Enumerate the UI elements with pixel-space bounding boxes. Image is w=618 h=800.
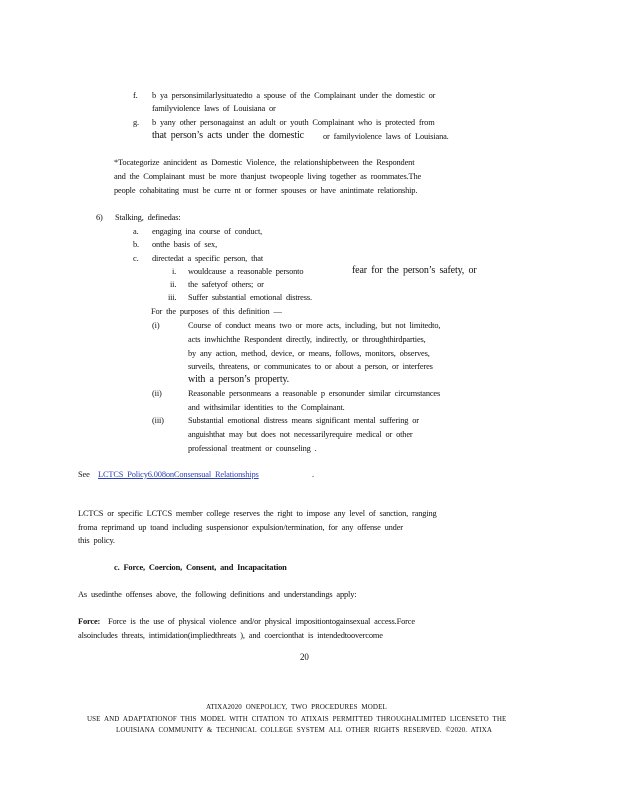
sanction-line1: LCTCS or specific LCTCS member college reserves the right to impose any level of sanction, ranging (78, 509, 437, 518)
definition-ii-line2: and withsimilar identities to the Complainant. (188, 403, 345, 412)
item-g-label: g. (133, 118, 139, 127)
definition-iii-line2: anguishthat may but does not necessarilyrequire medical or other (188, 430, 413, 439)
stalking-i-text-a: wouldcause a reasonable personto (188, 267, 304, 276)
definition-iii-line3: professional treatment or counseling . (188, 444, 317, 453)
definition-ii-label: (ii) (152, 389, 162, 398)
footer-line1: ATIXA2020 ONEPOLICY, TWO PROCEDURES MODEL (206, 703, 387, 711)
stalking-iii-text: Suffer substantial emotional distress. (188, 293, 312, 302)
definition-i-line1: Course of conduct means two or more acts, including, but not limitedto, (188, 321, 441, 330)
stalking-b-text: onthe basis of sex, (152, 240, 218, 249)
stalking-ii-label: ii. (170, 280, 177, 289)
force-line1: Force is the use of physical violence and/or physical impositiontogainsexual access.Force (108, 617, 415, 626)
as-used-line: As usedinthe offenses above, the following definitions and understandings apply: (78, 590, 357, 599)
sanction-line2: froma reprimand up toand including suspensionor expulsion/termination, for any offense under (78, 523, 403, 532)
stalking-iii-label: iii. (168, 293, 177, 302)
sanction-line3: this policy. (78, 536, 115, 545)
definition-i-line2: acts inwhichthe Respondent directly, indirectly, or throughthirdparties, (188, 335, 426, 344)
note-line2: and the Complainant must be more thanjust twopeople living together as roommates.The (114, 172, 422, 181)
stalking-b-label: b. (133, 240, 139, 249)
definition-i-line3: by any action, method, device, or means, follows, monitors, observes, (188, 349, 430, 358)
purposes-line: For the purposes of this definition — (151, 307, 282, 316)
stalking-c-label: c. (133, 254, 139, 263)
item-g-line1: b yany other personagainst an adult or youth Complainant who is protected from (152, 118, 435, 127)
stalking-ii-text: the safetyof others; or (188, 280, 264, 289)
stalking-i-label: i. (172, 267, 177, 276)
definition-i-line4: surveils, threatens, or communicates to or about a person, or interferes (188, 362, 433, 371)
item-g-line2b: or familyviolence laws of Louisiana. (323, 132, 449, 141)
section-c-heading: c. Force, Coercion, Consent, and Incapacitation (114, 563, 287, 572)
note-line3: people cohabitating must be curre nt or former spouses or have anintimate relationship. (114, 186, 418, 195)
page-number: 20 (300, 652, 309, 662)
note-line1: *Tocategorize anincident as Domestic Violence, the relationshipbetween the Respondent (114, 158, 415, 167)
stalking-a-label: a. (133, 227, 139, 236)
footer-line2: USE AND ADAPTATIONOF THIS MODEL WITH CITATION TO ATIXAIS PERMITTED THROUGHALIMITED LICENSETO THE (87, 715, 507, 723)
stalking-title: Stalking, definedas: (115, 213, 181, 222)
item-f-line2: familyviolence laws of Louisiana or (152, 104, 276, 113)
stalking-c-text: directedat a specific person, that (152, 254, 264, 263)
definition-iii-label: (iii) (152, 416, 164, 425)
definition-ii-line1: Reasonable personmeans a reasonable p ersonunder similar circumstances (188, 389, 441, 398)
force-line2: alsoincludes threats, intimidation(impliedthreats ), and coercionthat is intendedtoovercome (78, 631, 383, 640)
footer-line3: LOUISIANA COMMUNITY & TECHNICAL COLLEGE SYSTEM ALL OTHER RIGHTS RESERVED. ©2020. ATIXA (116, 726, 493, 734)
definition-i-line5: with a person’s property. (188, 374, 290, 385)
consensual-relationships-link[interactable]: LCTCS Policy6.008onConsensual Relationships (98, 470, 259, 479)
stalking-number: 6) (96, 213, 103, 222)
stalking-a-text: engaging ina course of conduct, (152, 227, 263, 236)
see-prefix: See (78, 470, 90, 479)
force-label: Force: (78, 617, 101, 626)
stalking-i-text-b: fear for the person’s safety, or (352, 265, 477, 276)
definition-iii-line1: Substantial emotional distress means significant mental suffering or (188, 416, 419, 425)
item-f-line1: b ya personsimilarlysituatedto a spouse of the Complainant under the domestic or (152, 91, 436, 100)
definition-i-label: (i) (152, 321, 160, 330)
item-g-line2a: that person’s acts under the domestic (152, 130, 304, 141)
see-suffix: . (312, 470, 314, 479)
item-f-label: f. (133, 91, 138, 100)
